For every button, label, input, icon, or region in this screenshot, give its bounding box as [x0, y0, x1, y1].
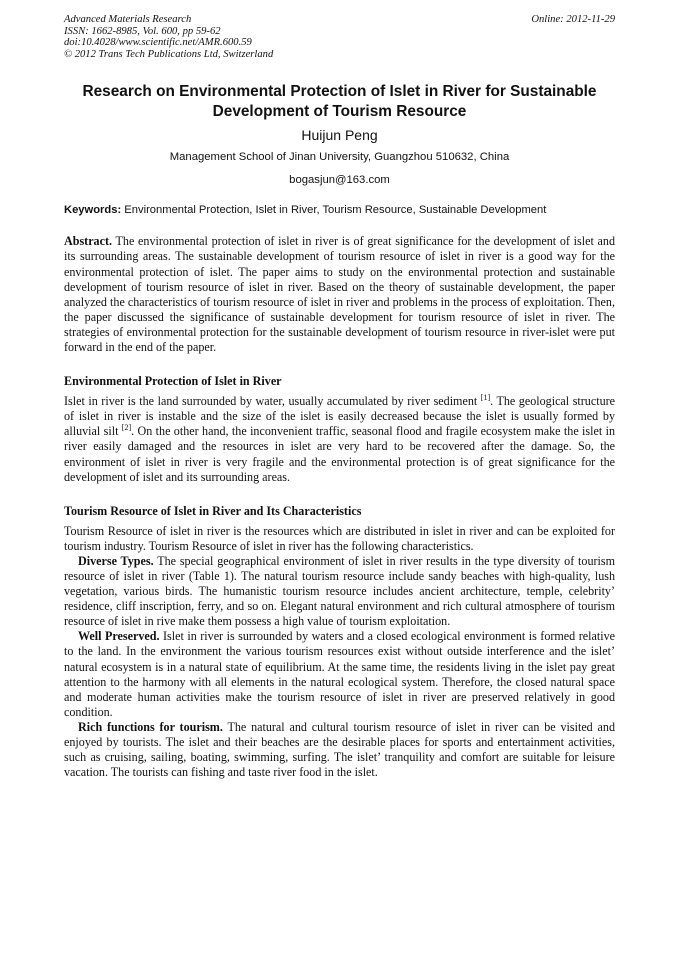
- diverse-types-text: The special geographical environment of islet in river results in the type diversity of tourism resource of islet in river (Table 1). The natural tourism resource include sandy beaches with high-quality, lush vegetation, various birds. The humanistic tourism resource includes ancient architecture, temple, celebrity’ residence, cliff inscription, ferry, and so on. Elegant natural environment and rich cultural atmosphere of tourism resource of islet in rive make them possess a high value of tourism exploitation.: [64, 553, 615, 629]
- paper-title: Research on Environmental Protection of Islet in River for Sustainable Development of Tourism Resource: [82, 83, 597, 120]
- abstract-text: The environmental protection of islet in river is of great significance for the development of islet and its surrounding areas. The sustainable development of tourism resource of islet in river is a good way for the environmental protection of islet. The paper aims to study on the environmental protection and sustainable development of tourism resource of islet in river. Based on the theory of sustainable development, the paper analyzed the characteristics of tourism resource of islet in river and problems in the process of exploitation. Then, the paper discussed the significance of sustainable development for tourism resource of islet in river. The strategies of environmental protection for the sustainable development of tourism resource in river-islet were put forward in the end of the paper.: [64, 234, 615, 355]
- copyright-line: © 2012 Trans Tech Publications Ltd, Switzerland: [64, 48, 274, 60]
- section1-text-c: . On the other hand, the inconvenient traffic, seasonal flood and fragile ecosystem make the islet in river easily damaged and the resources in islet are very hard to be recovered after the damage. So, the environment of islet in river is very fragile and the environmental protection is of great significance for the development of islet and its surrounding areas.: [64, 424, 615, 484]
- keywords-text: Environmental Protection, Islet in River, Tourism Resource, Sustainable Development: [121, 204, 547, 217]
- section1-paragraph: [64, 394, 615, 485]
- abstract-label: Abstract.: [64, 234, 113, 249]
- diverse-types-paragraph: [64, 554, 615, 629]
- rich-functions-text: The natural and cultural tourism resource of islet in river can be visited and enjoyed by tourists. The islet and their beaches are the desirable places for sports and entertainment activities, such as cruising, sailing, boating, swimming, surfing. The islet’ tranquility and comfort are suitable for leisure vacation. The tourists can fishing and taste river food in the islet.: [64, 719, 615, 780]
- journal-name: Advanced Materials Research: [64, 14, 192, 25]
- section-heading-tourism-resource: Tourism Resource of Islet in River and Its Characteristics: [64, 503, 362, 518]
- citation-2: [2]: [121, 423, 132, 433]
- rich-functions-paragraph: [64, 720, 615, 780]
- keywords: [64, 203, 615, 217]
- well-preserved-text: Islet in river is surrounded by waters and a closed ecological environment is formed relative to the land. In the environment the various tourism resources exist without outside interference and the islet’ natural ecosystem is in a natural state of equilibrium. At the same time, the residents living in the islet pay great attention to the harmony with all elements in the natural ecological system. Therefore, the closed natural space and moderate human activities make the tourism resource of islet in river are preserved relatively in good condition.: [64, 629, 615, 719]
- issn-line: ISSN: 1662-8985, Vol. 600, pp 59-62: [64, 25, 221, 37]
- well-preserved-paragraph: [64, 629, 615, 720]
- well-preserved-label: Well Preserved.: [78, 629, 160, 644]
- section-heading-environmental-protection: Environmental Protection of Islet in River: [64, 374, 282, 389]
- author-email: bogasjun@163.com: [289, 174, 390, 187]
- journal-header: [64, 14, 615, 60]
- abstract-paragraph: [64, 234, 615, 355]
- doi-line: doi:10.4028/www.scientific.net/AMR.600.59: [64, 37, 252, 49]
- author-affiliation: Management School of Jinan University, Guangzhou 510632, China: [169, 151, 510, 164]
- author-name: Huijun Peng: [301, 127, 378, 144]
- online-date: Online: 2012-11-29: [531, 14, 615, 25]
- section2-intro: Tourism Resource of islet in river is the resources which are distributed in islet in river and can be exploited for tourism industry. Tourism Resource of islet in river has the following characteristics.: [64, 523, 615, 553]
- rich-functions-label: Rich functions for tourism.: [78, 719, 223, 734]
- section1-text-a: Islet in river is the land surrounded by water, usually accumulated by river sediment: [64, 394, 481, 409]
- citation-1: [1]: [480, 393, 491, 403]
- section1-text-b: . The geological structure of islet in river is instable and the size of the islet is easily decreased because the islet is usually formed by alluvial silt: [64, 394, 616, 439]
- paper-page: [64, 14, 615, 780]
- diverse-types-label: Diverse Types.: [78, 553, 154, 568]
- keywords-label: Keywords:: [64, 204, 122, 217]
